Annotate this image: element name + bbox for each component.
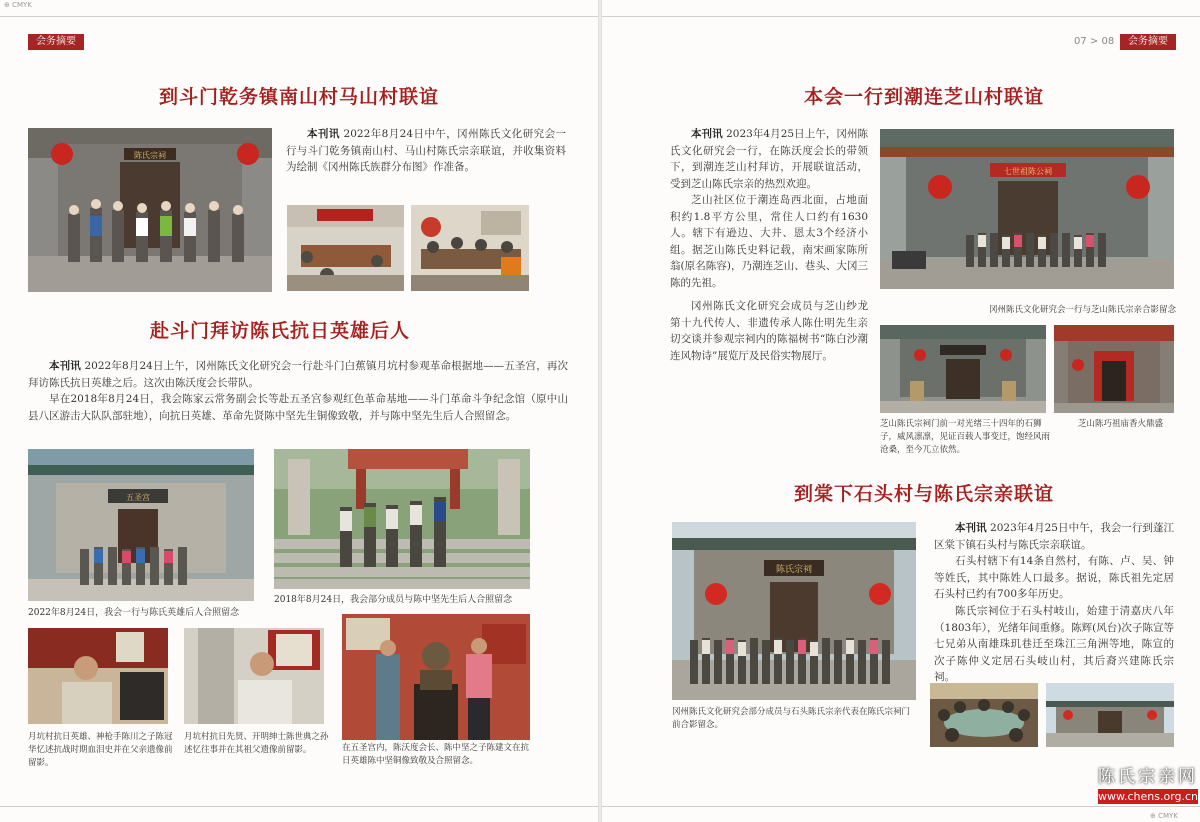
watermark bbox=[1098, 762, 1198, 804]
section-tag: 会务摘要 bbox=[1120, 34, 1176, 50]
article-body bbox=[286, 126, 566, 176]
body-text: 2022年8月24日中午，冈州陈氏文化研究会一行与斗门乾务镇南山村、马山村陈氏宗亲联谊，并收集资料为绘制《冈州陈氏族群分布图》作准备。 bbox=[286, 128, 566, 173]
body-paragraph: 石头村辖下有14条自然村，有陈、卢、吴、钟等姓氏，其中陈姓人口最多。据说，陈氏祖先定居石头村已约有700多年历史。 bbox=[934, 555, 1174, 600]
top-rule bbox=[602, 16, 1200, 17]
photo-caption: 芝山陈氏宗祠门前一对光绪三十四年的石狮子，威风凛凛，见证百载人事变迁，饱经风雨沧桑，至今兀立依然。 bbox=[880, 419, 1051, 455]
photo-bronze-statue bbox=[342, 614, 530, 740]
crosshair-icon: ⊕ bbox=[1150, 812, 1156, 820]
group-photo-steps-2018 bbox=[274, 449, 530, 589]
photo-chen-guanhua bbox=[28, 628, 168, 724]
photo-caption: 月坑村抗日先贤、开明绅士陈世典之孙述忆往事并在其祖父遗像前留影。 bbox=[184, 732, 329, 755]
photo-shitou-hall bbox=[1046, 683, 1174, 747]
body-paragraph: 冈州陈氏文化研究会成员与芝山纱龙第十九代传人、非遗传承人陈仕明先生亲切交谈并参观宗祠内的陈福树书“陈白沙潮连风物诗”展览厅及民俗实物展厅。 bbox=[670, 300, 868, 362]
left-page bbox=[0, 0, 598, 822]
hall-plaque: 陈氏宗祠 bbox=[134, 151, 166, 160]
article-body bbox=[934, 520, 1174, 553]
article-title: 赴斗门拜访陈氏抗日英雄后人 bbox=[149, 320, 410, 342]
watermark-url: www.chens.org.cn bbox=[1098, 790, 1199, 803]
article-body bbox=[28, 358, 568, 391]
photo-chen-shidian-grandson bbox=[184, 628, 324, 724]
bottom-rule bbox=[0, 806, 598, 807]
hall-plaque: 陈氏宗祠 bbox=[775, 565, 813, 575]
photo-caption: 芝山陈巧祖庙香火鼎盛 bbox=[1078, 419, 1164, 429]
page-number: 07 > 08 bbox=[1074, 36, 1115, 47]
meeting-photo-1 bbox=[287, 205, 404, 291]
photo-stone-lions bbox=[880, 325, 1046, 413]
article-title: 本会一行到潮连芝山村联谊 bbox=[803, 86, 1044, 108]
lead-label: 本刊讯 bbox=[49, 360, 81, 372]
watermark-name: 陈氏宗亲网 bbox=[1098, 767, 1198, 787]
lead-label: 本刊讯 bbox=[955, 522, 987, 534]
article-title: 到棠下石头村与陈氏宗亲联谊 bbox=[793, 483, 1054, 505]
section-tag: 会务摘要 bbox=[28, 34, 84, 50]
top-rule bbox=[0, 16, 598, 17]
group-photo-wusheng-2022 bbox=[28, 449, 254, 601]
body-paragraph: 陈氏宗祠位于石头村岐山，始建于清嘉庆八年（1803年），光绪年间重修。陈辉(风台)次子陈宣等七兄弟从南雄珠玑巷迁至珠江三角洲等地，陈宣的次子陈仲义定居石头岐山村，其后裔兴建陈氏宗祠。 bbox=[934, 605, 1174, 683]
photo-qiaozu-temple bbox=[1054, 325, 1174, 413]
body-paragraph: 芝山社区位于潮连岛西北面，占地面积约1.8平方公里，常住人口约有1630人。辖下有逊边、大井、恩太3个经济小组。据芝山陈氏史料记载，南宋画家陈所翁(原名陈容)，乃潮连芝山、巷头、大冈三陈的先祖。 bbox=[670, 194, 868, 289]
photo-banquet bbox=[930, 683, 1038, 747]
photo-caption: 2022年8月24日，我会一行与陈氏英雄后人合照留念 bbox=[28, 608, 240, 618]
photo-caption: 2018年8月24日，我会部分成员与陈中坚先生后人合照留念 bbox=[274, 595, 513, 605]
group-photo-hall bbox=[28, 128, 272, 292]
photo-caption: 在五圣宫内，陈沃度会长、陈中坚之子陈建文在抗日英雄陈中坚铜像致敬及合照留念。 bbox=[342, 743, 530, 766]
meeting-photo-2 bbox=[411, 205, 529, 291]
cmyk-mark bbox=[4, 1, 32, 9]
lead-label: 本刊讯 bbox=[691, 128, 723, 140]
article-body bbox=[670, 126, 868, 192]
photo-caption: 月坑村抗日英雄、神枪手陈川之子陈冠华忆述抗战时期血泪史并在父亲遗像前留影。 bbox=[28, 732, 173, 768]
temple-plaque: 五圣宫 bbox=[126, 493, 150, 502]
body-text: 2023年4月25日中午，我会一行到蓬江区棠下镇石头村与陈氏宗亲联谊。 bbox=[934, 522, 1174, 551]
cmyk-label: CMYK bbox=[12, 1, 32, 9]
group-photo-shitou bbox=[672, 522, 916, 700]
photo-caption: 冈州陈氏文化研究会部分成员与石头陈氏宗亲代表在陈氏宗祠门前合影留念。 bbox=[672, 707, 911, 730]
photo-caption: 冈州陈氏文化研究会一行与芝山陈氏宗亲合影留念 bbox=[988, 305, 1176, 315]
article-title: 到斗门乾务镇南山村马山村联谊 bbox=[158, 86, 439, 108]
lead-label: 本刊讯 bbox=[307, 128, 340, 140]
bottom-rule bbox=[602, 806, 1200, 807]
hall-plaque: 七世祖陈公祠 bbox=[1004, 167, 1052, 176]
body-text: 2022年8月24日上午，冈州陈氏文化研究会一行赴斗门白蕉镇月坑村参观革命根据地——五圣宫，再次拜访陈氏抗日英雄之后。这次由陈沃度会长带队。 bbox=[28, 360, 569, 389]
body-paragraph: 早在2018年8月24日，我会陈家云常务副会长等赴五圣宫参观红色革命基地——斗门革命斗争纪念馆（原中山县八区游击大队队部驻地），向抗日英雄、革命先贤陈中坚先生铜像致敬，并与陈中坚先生后人合照留念。 bbox=[28, 393, 568, 422]
cmyk-mark bbox=[1150, 812, 1178, 820]
crosshair-icon: ⊕ bbox=[4, 1, 10, 9]
group-photo-zhishan bbox=[880, 129, 1174, 289]
body-text: 2023年4月25日上午，冈州陈氏文化研究会一行，在陈沃度会长的带领下，到潮连芝山村拜访，开展联谊活动，受到芝山陈氏宗亲的热烈欢迎。 bbox=[670, 128, 869, 190]
right-page bbox=[602, 0, 1200, 822]
cmyk-label: CMYK bbox=[1158, 812, 1178, 820]
